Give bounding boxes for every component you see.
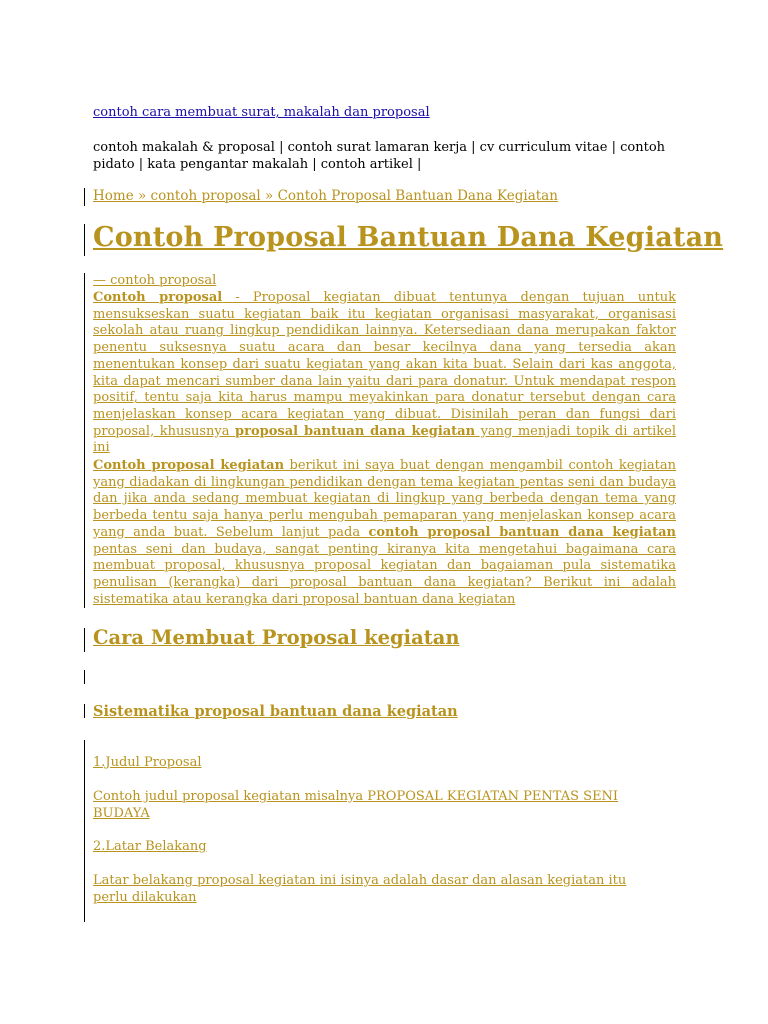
second-text-1: berikut ini saya buat dengan mengambil contoh kegiatan yang diadakan di lingkungan pendidikan dengan tema kegiatan pentas seni dan budaya dan jika anda sedang membuat kegiatan di lingkup yang berbeda dengan tema yang berbeda tentu saja hanya perlu mengubah pemaparan yang menjelaskan konsep acara yang anda buat. Sebelum lanjut pada	[93, 458, 677, 540]
second-bold: contoh proposal bantuan dana kegiatan	[368, 524, 676, 540]
site-link[interactable]: contoh cara membuat surat, makalah dan proposal	[93, 105, 430, 120]
left-rule-3	[84, 273, 85, 608]
category-link[interactable]: — contoh proposal	[93, 273, 217, 288]
list-item-desc[interactable]: Latar belakang proposal kegiatan ini isinya adalah dasar dan alasan kegiatan itu perlu dilakukan	[93, 873, 627, 905]
left-rule-4	[84, 628, 85, 652]
second-lead: Contoh proposal kegiatan	[93, 458, 285, 473]
breadcrumb[interactable]: Home » contoh proposal » Contoh Proposal Bantuan Dana Kegiatan	[93, 188, 558, 204]
intro-paragraph[interactable]	[93, 290, 676, 457]
intro-lead: Contoh proposal	[93, 290, 223, 305]
subsection-heading-link[interactable]: Sistematika proposal bantuan dana kegiatan	[93, 703, 458, 720]
list-item-desc[interactable]: Contoh judul proposal kegiatan misalnya PROPOSAL KEGIATAN PENTAS SENI BUDAYA	[93, 789, 619, 821]
subsection-heading[interactable]	[93, 703, 458, 720]
left-rule-2	[84, 224, 85, 256]
list-item-title[interactable]: 1.Judul Proposal	[93, 755, 202, 770]
section-heading[interactable]	[93, 626, 460, 649]
section-heading-link[interactable]: Cara Membuat Proposal kegiatan	[93, 626, 460, 649]
second-text-2: pentas seni dan budaya, sangat penting kiranya kita mengetahui bagaimana cara membuat proposal, khususnya proposal kegiatan dan bagaiaman pula sistematika penulisan (kerangka) dari proposal bantuan dana kegiatan? Berikut ini adalah sistematika atau kerangka dari proposal bantuan dana kegiatan	[93, 541, 676, 607]
intro-text-1: - Proposal kegiatan dibuat tentunya dengan tujuan untuk mensukseskan suatu kegiatan baik itu kegiatan organisasi masyarakat, organisasi sekolah atau ruang lingkup pendidikan lainnya. Ketersediaan dana merupakan faktor penentu suksesnya suatu acara dan besar kecilnya dana yang tersedia akan menentukan konsep dari suatu kegiatan yang akan kita buat. Selain dari kas anggota, kita dapat mencari sumber dana lain yaitu dari para donatur. Untuk mendapat respon positif, tentu saja kita harus mampu meyakinkan para donatur tersebut dengan cara menjelaskan konsep acara kegiatan yang dibuat. Disinilah peran dan fungsi dari proposal, khususnya	[93, 290, 676, 439]
left-rule-7	[84, 740, 85, 922]
intro-text-2: yang menjadi topik di artikel ini	[93, 423, 676, 456]
intro-bold: proposal bantuan dana kegiatan	[235, 423, 476, 439]
article-title[interactable]	[93, 222, 723, 253]
article-title-link[interactable]: Contoh Proposal Bantuan Dana Kegiatan	[93, 222, 724, 253]
left-rule-1	[84, 188, 85, 206]
second-paragraph[interactable]	[93, 458, 676, 608]
nav-links: contoh makalah & proposal | contoh surat lamaran kerja | cv curriculum vitae | contoh pidato | kata pengantar makalah | contoh artikel |	[93, 140, 666, 172]
list-item-title[interactable]: 2.Latar Belakang	[93, 839, 207, 854]
left-rule-5	[84, 670, 85, 684]
left-rule-6	[84, 704, 85, 718]
